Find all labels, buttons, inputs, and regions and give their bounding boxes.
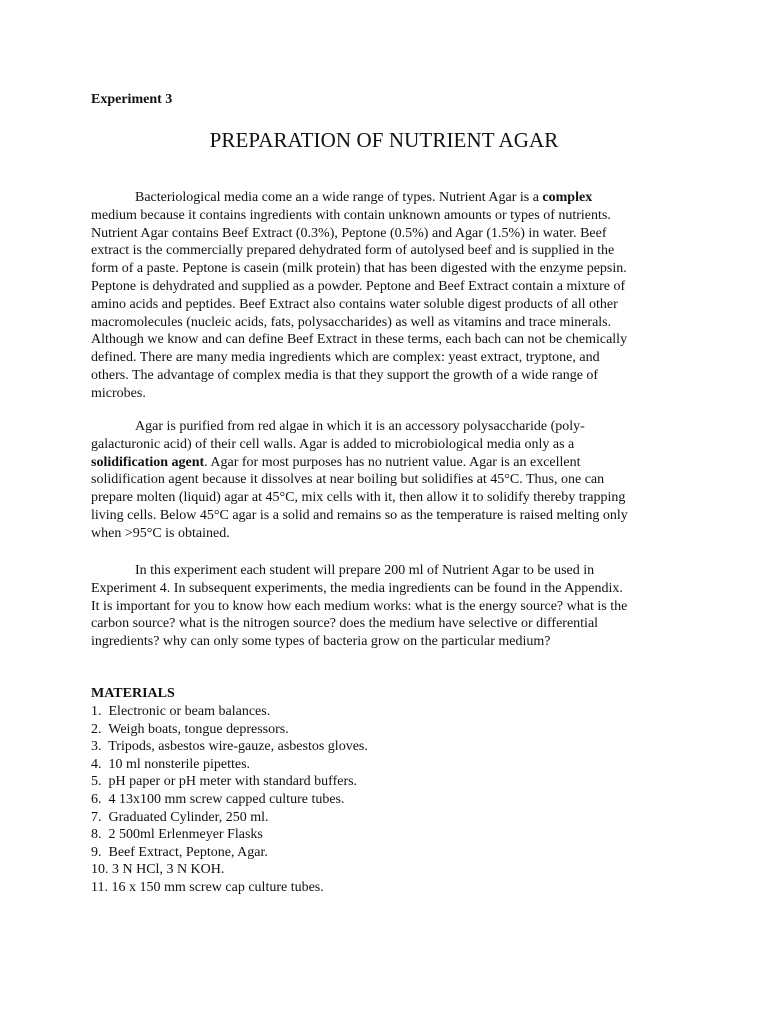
bold-term-complex: complex <box>542 190 593 205</box>
paragraph-line: form of a paste. Peptone is casein (milk protein) that has been digested with the enzyme pepsin. <box>91 261 627 277</box>
text-run: In this experiment each student will prepare 200 ml of Nutrient Agar to be used in <box>135 563 595 578</box>
paragraph-line <box>91 189 681 207</box>
paragraph-line: defined. There are many media ingredients which are complex: yeast extract, tryptone, and <box>91 350 600 366</box>
paragraph-line: macromolecules (nucleic acids, fats, polysaccharides) as well as vitamins and trace minerals. <box>91 314 612 330</box>
paragraph-line: when >95°C is obtained. <box>91 525 230 541</box>
list-item: 5. pH paper or pH meter with standard buffers. <box>91 774 358 790</box>
paragraph-line: ingredients? why can only some types of bacteria grow on the particular medium? <box>91 634 551 650</box>
list-item: 8. 2 500ml Erlenmeyer Flasks <box>91 827 263 843</box>
page-title: PREPARATION OF NUTRIENT AGAR <box>209 128 559 152</box>
paragraph-line: Experiment 4. In subsequent experiments, the media ingredients can be found in the Appendix. <box>91 580 623 596</box>
list-item: 11. 16 x 150 mm screw cap culture tubes. <box>91 879 324 895</box>
paragraph-line <box>91 562 681 580</box>
experiment-label: Experiment 3 <box>91 92 173 107</box>
paragraph-line <box>91 454 681 472</box>
list-item: 1. Electronic or beam balances. <box>91 704 271 719</box>
materials-heading: MATERIALS <box>91 686 175 701</box>
paragraph-line: It is important for you to know how each medium works: what is the energy source? what is the <box>91 598 628 614</box>
paragraph-line <box>91 418 681 436</box>
paragraph-line: others. The advantage of complex media is that they support the growth of a wide range of <box>91 367 599 383</box>
list-item: 6. 4 13x100 mm screw capped culture tubes. <box>91 791 345 807</box>
list-item: 10. 3 N HCl, 3 N KOH. <box>91 862 225 878</box>
paragraph-line: Nutrient Agar contains Beef Extract (0.3%), Peptone (0.5%) and Agar (1.5%) in water. Beef <box>91 225 607 241</box>
paragraph-line: solidification agent because it dissolves at near boiling but solidifies at 45°C. Thus, one can <box>91 472 605 488</box>
text-run: Agar is purified from red algae in which it is an accessory polysaccharide (poly- <box>135 419 585 434</box>
paragraph-line: amino acids and peptides. Beef Extract also contains water soluble digest products of all other <box>91 296 618 312</box>
list-item: 7. Graduated Cylinder, 250 ml. <box>91 809 269 825</box>
paragraph-line: extract is the commercially prepared dehydrated form of autolysed beef and is supplied in the <box>91 243 615 259</box>
paragraph-experiment <box>91 562 681 651</box>
paragraph-line: living cells. Below 45°C agar is a solid and remains so as the temperature is raised melting only <box>91 507 628 523</box>
list-item: 4. 10 ml nonsterile pipettes. <box>91 756 251 772</box>
paragraph-intro <box>91 189 681 403</box>
paragraph-line: prepare molten (liquid) agar at 45°C, mix cells with it, then allow it to solidify thereby trapping <box>91 490 626 506</box>
text-run: . Agar for most purposes has no nutrient value. Agar is an excellent <box>204 454 581 470</box>
list-item: 3. Tripods, asbestos wire-gauze, asbestos gloves. <box>91 739 368 755</box>
text-run: Bacteriological media come an a wide range of types. Nutrient Agar is a <box>135 190 543 205</box>
paragraph-line: microbes. <box>91 385 146 401</box>
paragraph-line: Peptone is dehydrated and supplied as a powder. Peptone and Beef Extract contain a mixture of <box>91 278 626 294</box>
paragraph-line: Although we know and can define Beef Extract in these terms, each bach can not be chemically <box>91 332 628 348</box>
materials-list <box>91 703 681 897</box>
paragraph-line: medium because it contains ingredients with contain unknown amounts or types of nutrients. <box>91 207 611 223</box>
bold-term-solidification-agent: solidification agent <box>91 454 205 470</box>
list-item: 9. Beef Extract, Peptone, Agar. <box>91 844 268 860</box>
paragraph-line: carbon source? what is the nitrogen source? does the medium have selective or differential <box>91 616 599 632</box>
paragraph-agar <box>91 418 681 543</box>
paragraph-line: galacturonic acid) of their cell walls. Agar is added to microbiological media only as a <box>91 436 575 452</box>
list-item: 2. Weigh boats, tongue depressors. <box>91 721 289 737</box>
